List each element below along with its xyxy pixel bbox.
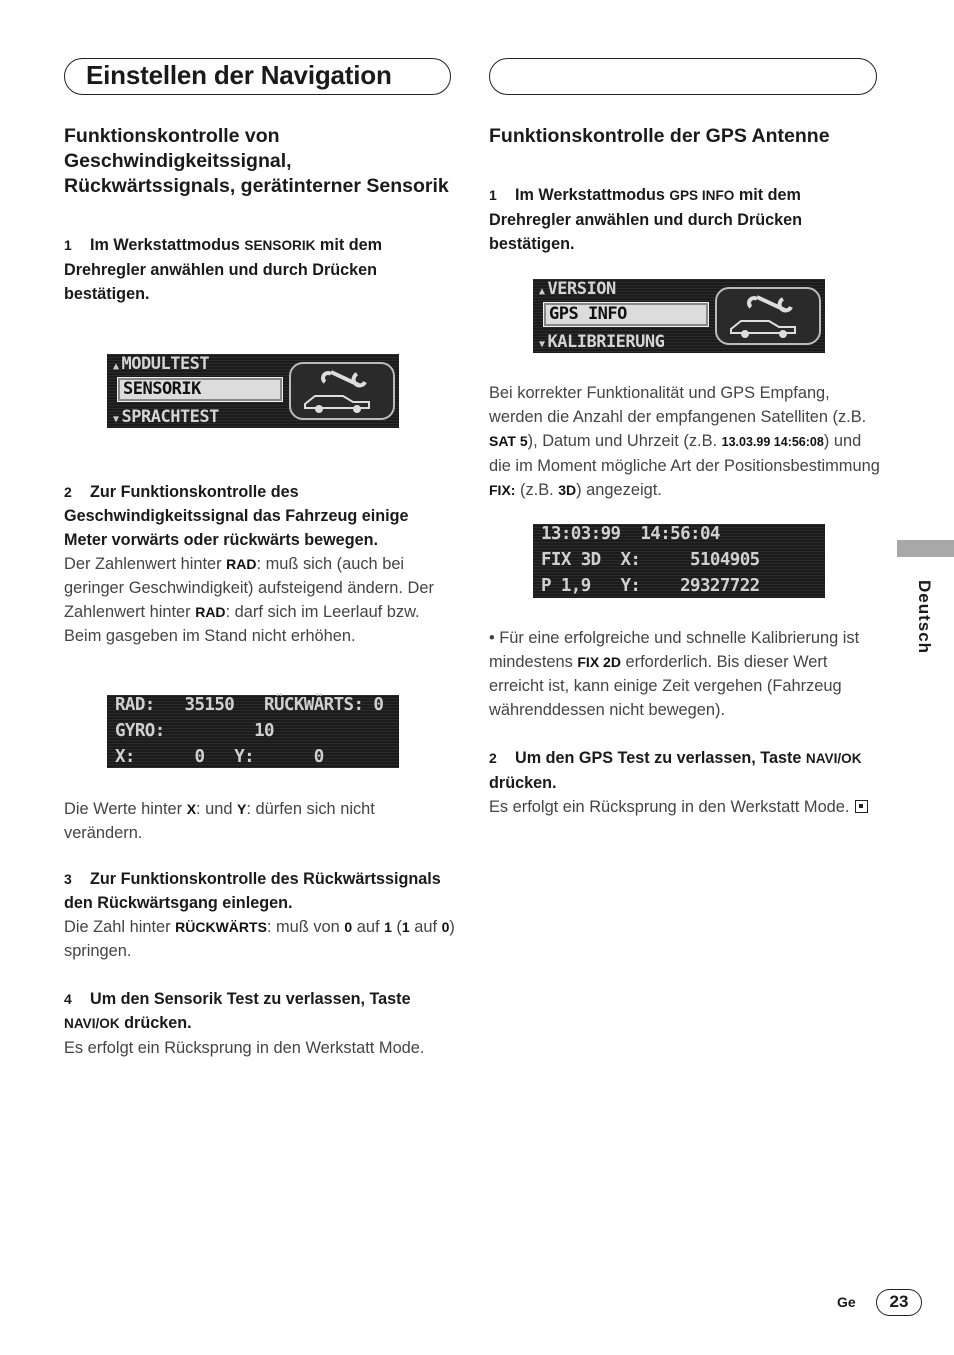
left-column-step2 [64,480,456,648]
step-1-gps: 1 Im Werkstattmodus GPS INFO mit dem Drehregler anwählen und durch Drücken bestätigen. [489,186,803,253]
lcd-row-p-y: P 1,9 Y: 29327722 [541,576,760,596]
step-1-sensorik: 1 Im Werkstattmodus SENSORIK mit dem Drehregler anwählen und durch Drücken bestätigen. [64,236,382,303]
menu-item-sprachtest: SPRACHTEST [121,407,219,427]
gps-description: Bei korrekter Funktionalität und GPS Empfang, werden die Anzahl der empfangenen Satelliten (z.B. SAT 5), Datum und Uhrzeit (z.B. 13.03.99 14:56:08) und die im Moment mögliche Art der Positionsbestimmung FIX: (z.B. 3D) angezeigt. [489,384,880,499]
step-3-reverse: 3 Zur Funktionskontrolle des Rückwärtssignals den Rückwärtsgang einlegen. [64,870,441,912]
workshop-car-icon [715,287,821,345]
step-2-gps-description: Es erfolgt ein Rücksprung in den Werkstatt Mode. [489,795,884,819]
calibration-bullet: • Für eine erfolgreiche und schnelle Kalibrierung ist mindestens FIX 2D erforderlich. Bis dieser Wert erreicht ist, kann einige Zeit vergehen (Fahrzeug währenddessen nicht bewegen). [489,629,860,719]
menu-item-sensorik-selected: SENSORIK [117,377,283,402]
lcd-menu-gps: ▲ VERSION GPS INFO ▼ KALIBRIERUNG [533,279,825,353]
menu-item-gps-info-selected: GPS INFO [543,302,709,327]
lcd-row-rad: RAD: 35150 RÜCKWÄRTS: 0 [115,695,384,715]
page-number: 23 [876,1289,922,1316]
lcd-row-datetime: 13:03:99 14:56:04 [541,524,720,544]
step-2-exit-gps: 2 Um den GPS Test zu verlassen, Taste NAVI/OK drücken. [489,749,862,792]
right-column-lower [489,626,884,819]
side-tab-marker [897,540,954,557]
lcd-row-fix-x: FIX 3D X: 5104905 [541,550,760,570]
lcd-sensor-values [107,695,399,768]
step-2-speed: 2 Zur Funktionskontrolle des Geschwindigkeitssignal das Fahrzeug einige Meter vorwärts oder rückwärts bewegen. [64,483,409,549]
section-heading-gps: Funktionskontrolle der GPS Antenne [489,125,830,147]
menu-item-version: VERSION [547,279,616,299]
lcd-gps-values [533,524,825,598]
page-title: Einstellen der Navigation [86,60,392,90]
right-column-para [489,381,884,502]
menu-item-kalibrierung: KALIBRIERUNG [547,332,665,352]
section-heading-sensorik: Funktionskontrolle von Geschwindigkeitssignal, Rückwärtssignals, gerätinterner Sensorik [64,125,449,197]
workshop-car-icon [289,362,395,420]
left-column [64,124,456,306]
step-4-exit-sensorik: 4 Um den Sensorik Test zu verlassen, Taste NAVI/OK drücken. [64,990,411,1032]
title-frame [64,58,451,95]
lcd-menu-sensorik: ▲ MODULTEST SENSORIK ▼ SPRACHTEST [107,354,399,428]
footer-language-code: Ge [837,1294,856,1310]
lcd-row-gyro: GYRO: 10 [115,721,274,741]
step-4-description: Es erfolgt ein Rücksprung in den Werkstatt Mode. [64,1039,425,1057]
menu-item-modultest: MODULTEST [121,354,210,374]
right-column [489,124,884,256]
step-2-description: Der Zahlenwert hinter RAD: muß sich (auch bei geringer Geschwindigkeit) aufsteigend ändern. Der Zahlenwert hinter RAD: darf sich im Leerlauf bzw. Beim gasgeben im Stand nicht erhöhen. [64,555,434,645]
end-mark-icon [855,800,868,813]
xy-note: Die Werte hinter X: und Y: dürfen sich nicht verändern. [64,800,375,842]
empty-title-frame [489,58,877,95]
language-tab-label: Deutsch [915,580,934,655]
left-column-lower [64,797,456,1060]
lcd-row-xy: X: 0 Y: 0 [115,747,324,767]
step-3-description: Die Zahl hinter RÜCKWÄRTS: muß von 0 auf 1 (1 auf 0) springen. [64,918,455,960]
